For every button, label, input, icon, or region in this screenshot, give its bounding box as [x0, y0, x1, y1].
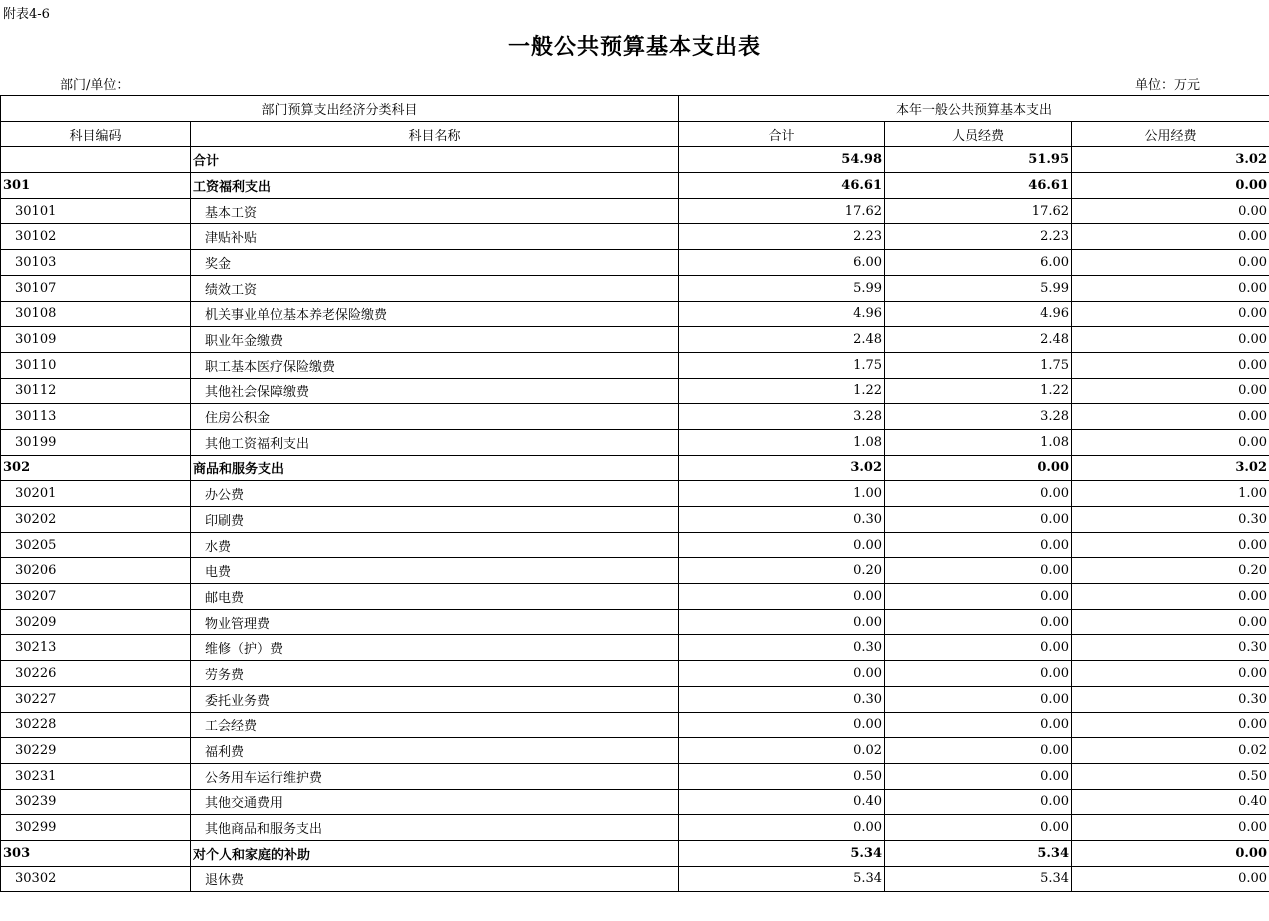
- cell-personnel: 0.00: [885, 558, 1072, 584]
- appendix-label: 附表4-6: [3, 7, 50, 22]
- cell-public: 0.30: [1072, 507, 1269, 533]
- cell-public: 0.00: [1072, 712, 1269, 738]
- cell-total: 0.00: [679, 815, 885, 841]
- cell-public: 0.30: [1072, 635, 1269, 661]
- cell-name: 绩效工资: [191, 275, 679, 301]
- cell-name: 其他商品和服务支出: [191, 815, 679, 841]
- cell-personnel: 1.75: [885, 352, 1072, 378]
- table-row: [1, 404, 1269, 430]
- cell-name: 职业年金缴费: [191, 327, 679, 353]
- cell-code: 30209: [1, 609, 191, 635]
- cell-public: 0.20: [1072, 558, 1269, 584]
- cell-total: 0.00: [679, 532, 885, 558]
- cell-code: 303: [1, 840, 191, 866]
- table-row: [1, 686, 1269, 712]
- cell-personnel: 46.61: [885, 173, 1072, 199]
- cell-name: 电费: [191, 558, 679, 584]
- table-row: [1, 635, 1269, 661]
- table-row: [1, 378, 1269, 404]
- table-row: [1, 815, 1269, 841]
- cell-total: 1.08: [679, 429, 885, 455]
- cell-personnel: 6.00: [885, 250, 1072, 276]
- cell-public: 0.00: [1072, 250, 1269, 276]
- cell-personnel: 0.00: [885, 661, 1072, 687]
- cell-personnel: 0.00: [885, 481, 1072, 507]
- cell-code: 30229: [1, 738, 191, 764]
- cell-code: 30205: [1, 532, 191, 558]
- cell-public: 0.40: [1072, 789, 1269, 815]
- cell-total: 2.48: [679, 327, 885, 353]
- cell-public: 0.00: [1072, 815, 1269, 841]
- cell-total: 0.20: [679, 558, 885, 584]
- cell-total: 5.34: [679, 866, 885, 892]
- cell-personnel: 2.23: [885, 224, 1072, 250]
- cell-personnel: 0.00: [885, 609, 1072, 635]
- cell-public: 0.00: [1072, 532, 1269, 558]
- cell-code: 30213: [1, 635, 191, 661]
- cell-code: 30199: [1, 429, 191, 455]
- table-row: [1, 507, 1269, 533]
- cell-total: 5.34: [679, 840, 885, 866]
- cell-name: 委托业务费: [191, 686, 679, 712]
- cell-public: 0.50: [1072, 763, 1269, 789]
- cell-total: 0.00: [679, 609, 885, 635]
- table-row: [1, 147, 1269, 173]
- cell-code: 30113: [1, 404, 191, 430]
- cell-total: 0.50: [679, 763, 885, 789]
- table-row: [1, 866, 1269, 892]
- table-row: [1, 198, 1269, 224]
- cell-code: 30102: [1, 224, 191, 250]
- table-row: [1, 789, 1269, 815]
- cell-personnel: 0.00: [885, 789, 1072, 815]
- cell-total: 4.96: [679, 301, 885, 327]
- cell-personnel: 0.00: [885, 584, 1072, 610]
- cell-public: 0.00: [1072, 584, 1269, 610]
- header-personnel: 人员经费: [885, 121, 1072, 147]
- table-row: [1, 712, 1269, 738]
- table-row: [1, 301, 1269, 327]
- cell-code: 30206: [1, 558, 191, 584]
- cell-public: 0.00: [1072, 866, 1269, 892]
- page-title: 一般公共预算基本支出表: [507, 34, 761, 60]
- unit-label: 单位：万元: [1135, 78, 1201, 93]
- cell-name: 机关事业单位基本养老保险缴费: [191, 301, 679, 327]
- cell-personnel: 3.28: [885, 404, 1072, 430]
- cell-name: 退休费: [191, 866, 679, 892]
- cell-total: 0.30: [679, 507, 885, 533]
- cell-total: 1.00: [679, 481, 885, 507]
- cell-name: 其他社会保障缴费: [191, 378, 679, 404]
- cell-total: 1.75: [679, 352, 885, 378]
- department-label: 部门/单位：: [60, 78, 130, 93]
- table-row: [1, 455, 1269, 481]
- cell-name: 办公费: [191, 481, 679, 507]
- cell-name: 印刷费: [191, 507, 679, 533]
- cell-total: 0.30: [679, 686, 885, 712]
- cell-public: 0.00: [1072, 173, 1269, 199]
- cell-public: 0.02: [1072, 738, 1269, 764]
- cell-code: 30302: [1, 866, 191, 892]
- cell-name: 其他交通费用: [191, 789, 679, 815]
- budget-table: [0, 95, 1269, 892]
- cell-name: 工资福利支出: [191, 173, 679, 199]
- cell-total: 46.61: [679, 173, 885, 199]
- cell-name: 住房公积金: [191, 404, 679, 430]
- cell-personnel: 2.48: [885, 327, 1072, 353]
- cell-code: 30101: [1, 198, 191, 224]
- cell-personnel: 5.99: [885, 275, 1072, 301]
- cell-name: 合计: [191, 147, 679, 173]
- cell-public: 0.00: [1072, 224, 1269, 250]
- cell-total: 0.00: [679, 712, 885, 738]
- cell-public: 0.00: [1072, 609, 1269, 635]
- cell-name: 职工基本医疗保险缴费: [191, 352, 679, 378]
- cell-public: 0.00: [1072, 301, 1269, 327]
- cell-personnel: 1.08: [885, 429, 1072, 455]
- cell-total: 2.23: [679, 224, 885, 250]
- cell-total: 3.02: [679, 455, 885, 481]
- cell-personnel: 4.96: [885, 301, 1072, 327]
- cell-code: 30112: [1, 378, 191, 404]
- cell-name: 商品和服务支出: [191, 455, 679, 481]
- cell-public: 1.00: [1072, 481, 1269, 507]
- cell-public: 0.00: [1072, 275, 1269, 301]
- cell-personnel: 0.00: [885, 712, 1072, 738]
- cell-code: 30107: [1, 275, 191, 301]
- cell-code: 30228: [1, 712, 191, 738]
- table-row: [1, 250, 1269, 276]
- table-row: [1, 429, 1269, 455]
- cell-code: 30202: [1, 507, 191, 533]
- cell-personnel: 5.34: [885, 866, 1072, 892]
- cell-code: 30299: [1, 815, 191, 841]
- cell-total: 3.28: [679, 404, 885, 430]
- cell-personnel: 51.95: [885, 147, 1072, 173]
- cell-name: 维修（护）费: [191, 635, 679, 661]
- table-row: [1, 352, 1269, 378]
- cell-personnel: 0.00: [885, 507, 1072, 533]
- cell-name: 福利费: [191, 738, 679, 764]
- cell-name: 其他工资福利支出: [191, 429, 679, 455]
- cell-personnel: 0.00: [885, 686, 1072, 712]
- cell-personnel: 0.00: [885, 763, 1072, 789]
- cell-public: 0.00: [1072, 352, 1269, 378]
- cell-code: 30226: [1, 661, 191, 687]
- cell-code: 30110: [1, 352, 191, 378]
- table-row: [1, 661, 1269, 687]
- cell-code: 30227: [1, 686, 191, 712]
- header-public: 公用经费: [1072, 121, 1269, 147]
- cell-code: [1, 147, 191, 173]
- cell-personnel: 0.00: [885, 455, 1072, 481]
- cell-total: 54.98: [679, 147, 885, 173]
- table-row: [1, 275, 1269, 301]
- header-code: 科目编码: [1, 121, 191, 147]
- cell-public: 0.00: [1072, 429, 1269, 455]
- header-group-basic-expenditure: 本年一般公共预算基本支出: [679, 96, 1269, 122]
- header-name: 科目名称: [191, 121, 679, 147]
- cell-total: 0.00: [679, 661, 885, 687]
- table-row: [1, 481, 1269, 507]
- cell-code: 30201: [1, 481, 191, 507]
- cell-name: 公务用车运行维护费: [191, 763, 679, 789]
- table-row: [1, 224, 1269, 250]
- cell-public: 0.00: [1072, 661, 1269, 687]
- cell-name: 奖金: [191, 250, 679, 276]
- cell-total: 6.00: [679, 250, 885, 276]
- table-row: [1, 763, 1269, 789]
- cell-personnel: 0.00: [885, 815, 1072, 841]
- cell-personnel: 0.00: [885, 635, 1072, 661]
- cell-code: 301: [1, 173, 191, 199]
- header-group-economic-classification: 部门预算支出经济分类科目: [1, 96, 679, 122]
- cell-code: 30108: [1, 301, 191, 327]
- cell-code: 30239: [1, 789, 191, 815]
- cell-code: 30231: [1, 763, 191, 789]
- cell-name: 劳务费: [191, 661, 679, 687]
- cell-code: 30207: [1, 584, 191, 610]
- cell-public: 0.00: [1072, 840, 1269, 866]
- header-total: 合计: [679, 121, 885, 147]
- cell-total: 1.22: [679, 378, 885, 404]
- cell-personnel: 0.00: [885, 532, 1072, 558]
- cell-name: 邮电费: [191, 584, 679, 610]
- table-row: [1, 327, 1269, 353]
- cell-public: 0.00: [1072, 198, 1269, 224]
- cell-name: 对个人和家庭的补助: [191, 840, 679, 866]
- cell-public: 0.30: [1072, 686, 1269, 712]
- cell-total: 0.30: [679, 635, 885, 661]
- cell-code: 302: [1, 455, 191, 481]
- cell-name: 物业管理费: [191, 609, 679, 635]
- cell-public: 3.02: [1072, 147, 1269, 173]
- cell-personnel: 5.34: [885, 840, 1072, 866]
- cell-total: 0.40: [679, 789, 885, 815]
- cell-name: 基本工资: [191, 198, 679, 224]
- cell-total: 17.62: [679, 198, 885, 224]
- cell-code: 30109: [1, 327, 191, 353]
- table-body: [1, 147, 1269, 892]
- table-row: [1, 173, 1269, 199]
- cell-personnel: 1.22: [885, 378, 1072, 404]
- cell-public: 0.00: [1072, 327, 1269, 353]
- table-row: [1, 532, 1269, 558]
- table-row: [1, 609, 1269, 635]
- cell-public: 0.00: [1072, 378, 1269, 404]
- cell-code: 30103: [1, 250, 191, 276]
- table-row: [1, 840, 1269, 866]
- cell-personnel: 0.00: [885, 738, 1072, 764]
- table-row: [1, 584, 1269, 610]
- cell-total: 0.02: [679, 738, 885, 764]
- cell-public: 0.00: [1072, 404, 1269, 430]
- cell-name: 水费: [191, 532, 679, 558]
- cell-name: 工会经费: [191, 712, 679, 738]
- cell-personnel: 17.62: [885, 198, 1072, 224]
- cell-total: 5.99: [679, 275, 885, 301]
- cell-total: 0.00: [679, 584, 885, 610]
- cell-name: 津贴补贴: [191, 224, 679, 250]
- table-row: [1, 558, 1269, 584]
- table-row: [1, 738, 1269, 764]
- cell-public: 3.02: [1072, 455, 1269, 481]
